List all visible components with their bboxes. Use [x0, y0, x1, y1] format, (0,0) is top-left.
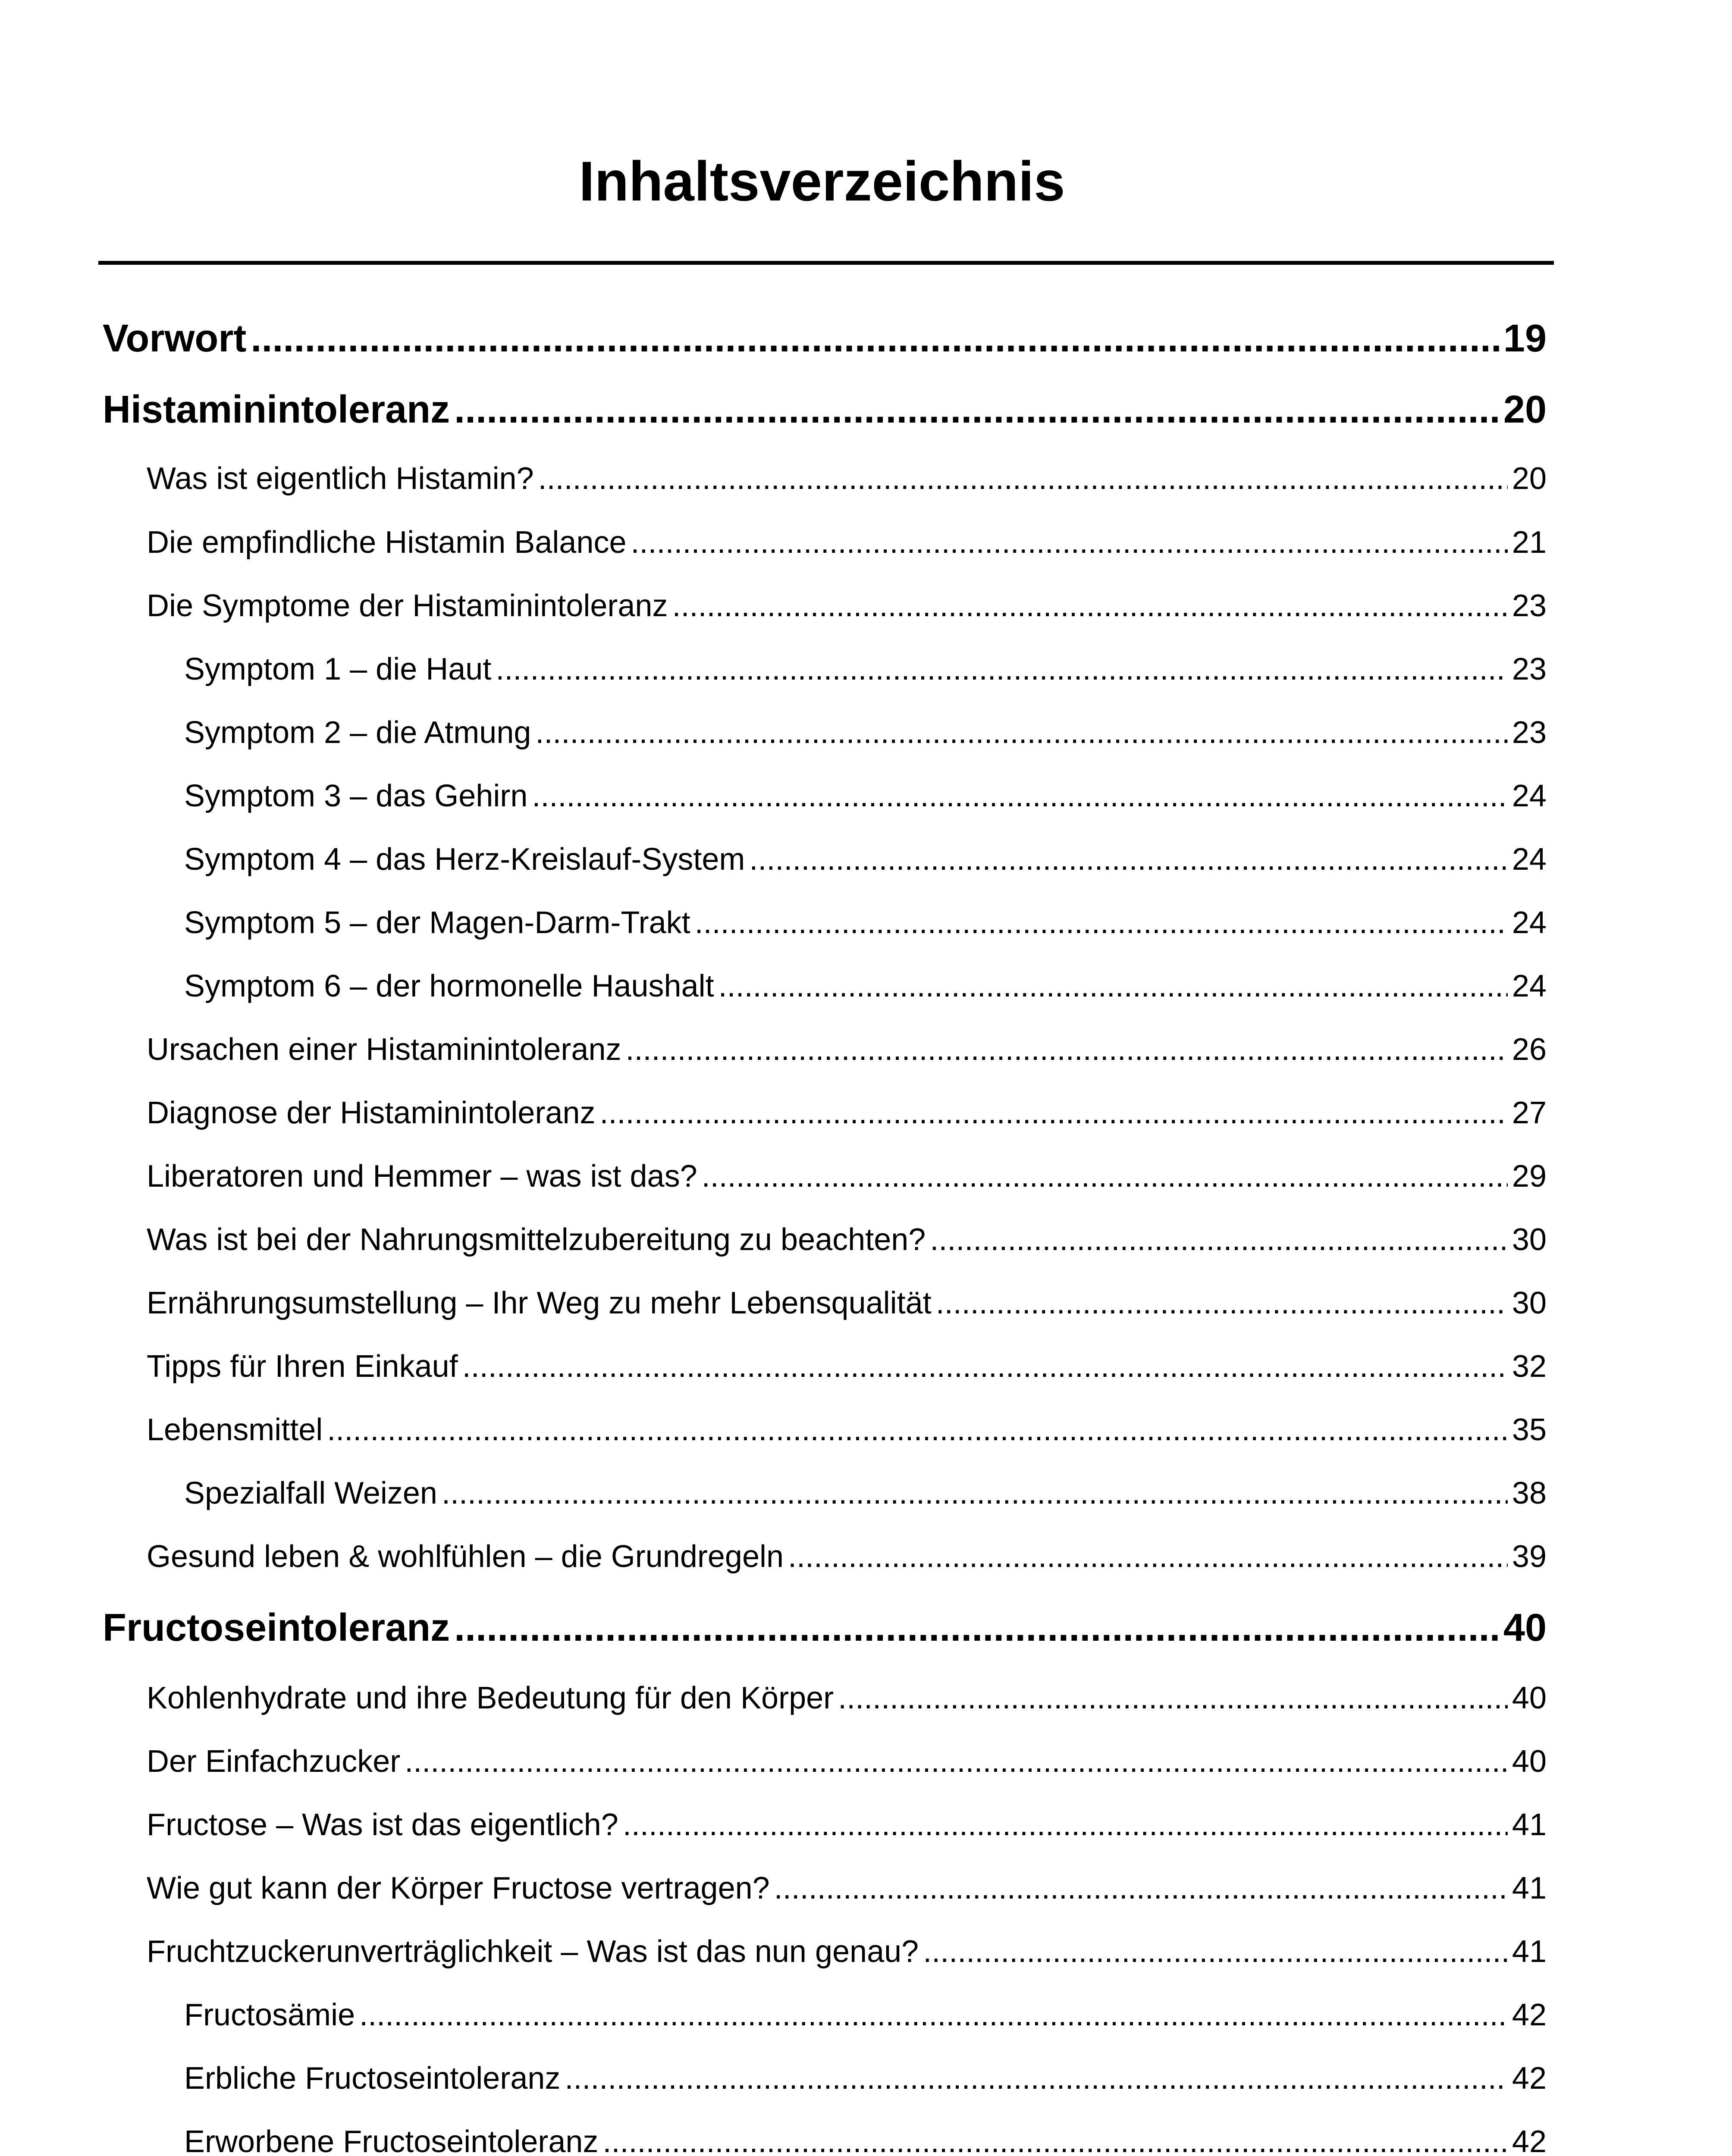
toc-page-number: 23 — [1512, 652, 1547, 686]
toc-section — [147, 1410, 1547, 1449]
toc-dot-leader — [602, 2122, 1507, 2156]
toc-dot-leader — [719, 967, 1508, 1006]
toc-page-number: 40 — [1512, 1744, 1547, 1779]
toc-entry-title: Erbliche Fructoseintoleranz — [184, 2061, 561, 2096]
toc-page-number: 30 — [1512, 1222, 1547, 1257]
toc-subsection — [184, 840, 1547, 879]
toc-entry-title: Lebensmittel — [147, 1413, 323, 1447]
toc-entry-title: Erworbene Fructoseintoleranz — [184, 2125, 599, 2156]
toc-page-number: 42 — [1512, 2061, 1547, 2096]
toc-chapter — [103, 386, 1547, 433]
toc-page-number: 23 — [1512, 589, 1547, 623]
toc-entry-title: Was ist bei der Nahrungsmittelzubereitung zu beachten? — [147, 1222, 926, 1257]
toc-page-number: 40 — [1512, 1681, 1547, 1715]
toc-section — [147, 1537, 1547, 1576]
toc-entry-title: Gesund leben & wohlfühlen – die Grundregeln — [147, 1539, 784, 1574]
toc-entry-title: Fructose – Was ist das eigentlich? — [147, 1808, 618, 1842]
toc-subsection — [184, 903, 1547, 942]
toc-subsection — [184, 967, 1547, 1006]
toc-dot-leader — [788, 1537, 1508, 1576]
toc-subsection — [184, 2122, 1547, 2156]
toc-page-number: 30 — [1512, 1286, 1547, 1320]
toc-dot-leader — [702, 1157, 1508, 1196]
toc-section — [147, 1679, 1547, 1717]
toc-page-number: 35 — [1512, 1413, 1547, 1447]
toc-entry-title: Fructoseintoleranz — [103, 1606, 450, 1649]
toc-dot-leader — [626, 1030, 1508, 1069]
toc-page-number: 27 — [1512, 1096, 1547, 1130]
toc-page-number: 41 — [1512, 1808, 1547, 1842]
toc-section — [147, 523, 1547, 562]
toc-dot-leader — [454, 1604, 1499, 1651]
toc-subsection — [184, 1474, 1547, 1513]
toc-entry-title: Was ist eigentlich Histamin? — [147, 461, 534, 496]
toc-dot-leader — [774, 1869, 1508, 1908]
toc-section — [147, 1284, 1547, 1322]
toc-entry-title: Die empfindliche Histamin Balance — [147, 525, 627, 560]
toc-section — [147, 1805, 1547, 1844]
toc-section — [147, 1347, 1547, 1386]
toc-page-number: 24 — [1512, 969, 1547, 1003]
toc-section — [147, 1030, 1547, 1069]
toc-entry-title: Symptom 6 – der hormonelle Haushalt — [184, 969, 714, 1003]
toc-section — [147, 1869, 1547, 1908]
toc-page-number: 41 — [1512, 1934, 1547, 1969]
toc-section — [147, 586, 1547, 625]
toc-page-number: 26 — [1512, 1032, 1547, 1067]
toc-entry-title: Ursachen einer Histaminintoleranz — [147, 1032, 621, 1067]
toc-page-number: 24 — [1512, 779, 1547, 813]
toc-dot-leader — [359, 1996, 1508, 2034]
toc-dot-leader — [623, 1805, 1508, 1844]
toc-entry-title: Liberatoren und Hemmer – was ist das? — [147, 1159, 697, 1194]
toc-entry-title: Fruchtzuckerunverträglichkeit – Was ist das nun genau? — [147, 1934, 919, 1969]
toc-dot-leader — [405, 1742, 1508, 1781]
toc-entry-title: Vorwort — [103, 317, 247, 360]
toc-entry-title: Die Symptome der Histaminintoleranz — [147, 589, 668, 623]
toc-entry-title: Der Einfachzucker — [147, 1744, 401, 1779]
toc-dot-leader — [462, 1347, 1508, 1386]
toc-page-number: 32 — [1512, 1349, 1547, 1384]
toc-section — [147, 1094, 1547, 1132]
toc-entry-title: Symptom 2 – die Atmung — [184, 715, 531, 750]
toc-page-number: 20 — [1503, 388, 1547, 431]
toc-page-number: 21 — [1512, 525, 1547, 560]
toc-dot-leader — [923, 1932, 1508, 1971]
toc-section — [147, 459, 1547, 498]
toc-page-number: 19 — [1503, 317, 1547, 360]
toc-entry-title: Diagnose der Histaminintoleranz — [147, 1096, 596, 1130]
toc-page-number: 20 — [1512, 461, 1547, 496]
toc-dot-leader — [442, 1474, 1508, 1513]
toc-dot-leader — [936, 1284, 1508, 1322]
toc-subsection — [184, 713, 1547, 752]
toc-entry-title: Symptom 4 – das Herz-Kreislauf-System — [184, 842, 745, 877]
toc-subsection — [184, 650, 1547, 689]
toc-section — [147, 1220, 1547, 1259]
toc-page-number: 42 — [1512, 1998, 1547, 2032]
toc-dot-leader — [930, 1220, 1508, 1259]
toc-entry-title: Wie gut kann der Körper Fructose vertragen? — [147, 1871, 770, 1905]
toc-dot-leader — [532, 777, 1508, 815]
toc-chapter — [103, 1604, 1547, 1651]
toc-entry-title: Symptom 3 – das Gehirn — [184, 779, 528, 813]
toc-dot-leader — [600, 1094, 1508, 1132]
toc-dot-leader — [454, 386, 1499, 433]
toc-dot-leader — [695, 903, 1508, 942]
toc-entry-title: Spezialfall Weizen — [184, 1476, 437, 1510]
toc-section — [147, 1932, 1547, 1971]
toc-dot-leader — [496, 650, 1508, 689]
toc-dot-leader — [749, 840, 1508, 879]
toc-dot-leader — [565, 2059, 1508, 2098]
toc-dot-leader — [535, 713, 1507, 752]
toc-section — [147, 1157, 1547, 1196]
toc-page-number: 42 — [1512, 2125, 1547, 2156]
toc-subsection — [184, 2059, 1547, 2098]
toc-page-number: 41 — [1512, 1871, 1547, 1905]
toc-page-number: 40 — [1503, 1606, 1547, 1649]
toc-section — [147, 1742, 1547, 1781]
toc-dot-leader — [327, 1410, 1508, 1449]
toc-dot-leader — [538, 459, 1508, 498]
toc-dot-leader — [631, 523, 1508, 562]
toc-entry-title: Fructosämie — [184, 1998, 355, 2032]
toc-entry-title: Ernährungsumstellung – Ihr Weg zu mehr Lebensqualität — [147, 1286, 932, 1320]
toc-page-number: 29 — [1512, 1159, 1547, 1194]
toc-dot-leader — [251, 315, 1499, 362]
toc-page-number: 24 — [1512, 906, 1547, 940]
toc-page-number: 38 — [1512, 1476, 1547, 1510]
toc-entry-title: Symptom 5 – der Magen-Darm-Trakt — [184, 906, 690, 940]
toc-entry-title: Histaminintoleranz — [103, 388, 450, 431]
page-title: Inhaltsverzeichnis — [579, 150, 1065, 213]
toc-subsection — [184, 777, 1547, 815]
toc-subsection — [184, 1996, 1547, 2034]
toc-chapter — [103, 315, 1547, 362]
toc-dot-leader — [838, 1679, 1508, 1717]
toc-dot-leader — [672, 586, 1507, 625]
toc-page-number: 24 — [1512, 842, 1547, 877]
toc-entry-title: Kohlenhydrate und ihre Bedeutung für den Körper — [147, 1681, 834, 1715]
toc-entry-title: Symptom 1 – die Haut — [184, 652, 492, 686]
toc-entry-title: Tipps für Ihren Einkauf — [147, 1349, 458, 1384]
toc-page-number: 23 — [1512, 715, 1547, 750]
toc-page-number: 39 — [1512, 1539, 1547, 1574]
